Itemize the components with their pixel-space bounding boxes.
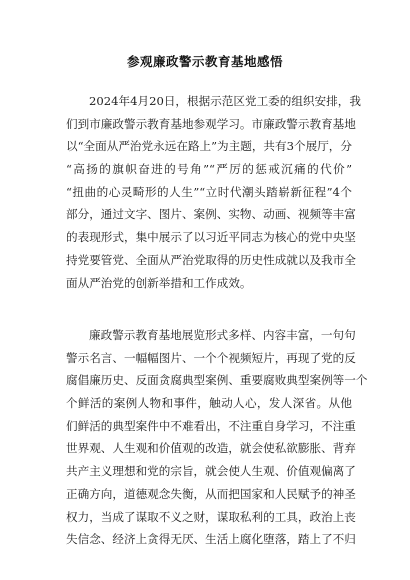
paragraph-line: 以“全面从严治党永远在路上”为主题，共有3个展厅，分 — [66, 139, 352, 154]
paragraph-line: “高扬的旗帜奋进的号角”“严厉的惩戒沉痛的代价” — [66, 162, 352, 177]
paragraph-1 — [66, 90, 361, 294]
paragraph-line: 部分，通过文字、图片、案例、实物、动画、视频等丰富 — [66, 207, 356, 222]
paragraph-line: 们鲜活的典型案件中不难看出，不注重自身学习，不注重 — [66, 418, 356, 433]
paragraph-line: 面从严治党的创新举措和工作成效。 — [66, 275, 252, 290]
paragraph-line: 正确方向，道德观念失衡，从而把国家和人民赋予的神圣 — [66, 486, 356, 501]
document-title: 参观廉政警示教育基地感悟 — [126, 54, 283, 69]
paragraph-line: 个鲜活的案例人物和事件，触动人心，发人深省。从他 — [66, 396, 352, 411]
paragraph-line: 们到市廉政警示教育基地参观学习。市廉政警示教育基地 — [66, 116, 356, 131]
paragraph-line: “扭曲的心灵畸形的人生”“立时代潮头踏崭新征程”4个 — [66, 184, 352, 199]
paragraph-line: 世界观、人生观和价值观的改造，就会使私欲膨胀、背弃 — [66, 441, 356, 456]
paragraph-line: 腐倡廉历史、反面贪腐典型案例、重要腐败典型案例等一个 — [66, 373, 368, 388]
paragraph-2 — [66, 324, 368, 551]
paragraph-line: 廉政警示教育基地展览形式多样、内容丰富，一句句 — [89, 328, 356, 342]
paragraph-line: 持党要管党、全面从严治党取得的历史性成就以及我市全 — [66, 252, 356, 267]
paragraph-line: 警示名言、一幅幅图片、一个个视频短片，再现了党的反 — [66, 350, 356, 365]
paragraph-line: 2024年4月20日，根据示范区党工委的组织安排，我 — [89, 94, 361, 108]
paragraph-line: 共产主义理想和党的宗旨，就会使人生观、价值观偏离了 — [66, 464, 356, 479]
paragraph-line: 的表现形式，集中展示了以习近平同志为核心的党中央坚 — [66, 230, 356, 245]
paragraph-line: 权力，当成了谋取不义之财，谋取私利的工具，政治上丧 — [66, 509, 356, 524]
paragraph-line: 失信念、经济上贪得无厌、生活上腐化堕落，踏上了不归 — [66, 532, 356, 547]
